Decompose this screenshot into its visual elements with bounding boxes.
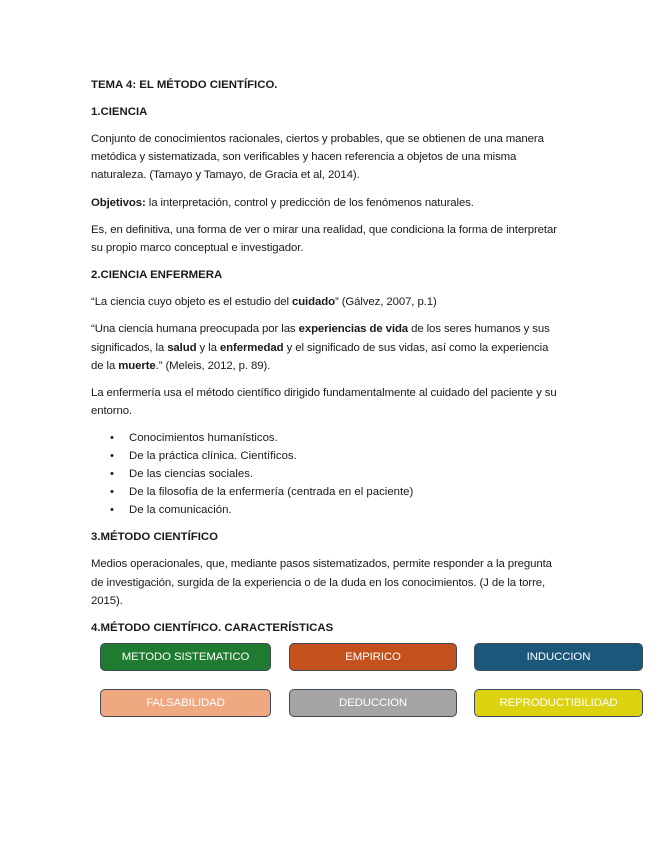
quote-text: y el significado de sus vidas, así como la experiencia de la (91, 341, 549, 372)
ciencia-objectives (91, 194, 561, 212)
list-item (91, 501, 561, 519)
box-metodo-sistematico: METODO SISTEMATICO (100, 643, 271, 671)
document-page (91, 76, 561, 646)
quote-bold: muerte (118, 359, 156, 372)
objectives-text: la interpretación, control y predicción de los fenómenos naturales. (145, 196, 474, 209)
section-heading-ciencia-enfermera: 2.CIENCIA ENFERMERA (91, 269, 223, 282)
section-heading-caracteristicas: 4.MÉTODO CIENTÍFICO. CARACTERÍSTICAS (91, 622, 334, 635)
section-heading-ciencia: 1.CIENCIA (91, 106, 148, 118)
quote-bold: experiencias de vida (298, 323, 409, 336)
quote-text: .” (Meleis, 2012, p. 89). (155, 359, 271, 372)
quote-text: “Una ciencia humana preocupada por las (91, 323, 299, 336)
quote-bold: cuidado (291, 296, 335, 309)
list-item-text: De las ciencias sociales. (129, 468, 254, 481)
quote-text: y la (196, 341, 220, 354)
list-item-text: De la comunicación. (129, 504, 232, 517)
bullet-icon: • (110, 450, 114, 463)
ciencia-definition: Conjunto de conocimientos racionales, ciertos y probables, que se obtienen de una manera metódica y sistematizada, son verificables y hacen referencia a objetos de una misma naturaleza. (Tamayo y Tamayo, de Gracia et al, 2014). (91, 133, 544, 182)
box-falsabilidad: FALSABILIDAD (100, 689, 271, 717)
quote-meleis (91, 320, 561, 375)
box-induccion: INDUCCION (474, 643, 643, 671)
list-item-text: Conocimientos humanísticos. (129, 432, 278, 445)
quote-text: de los seres humanos y sus significados, la (91, 323, 550, 354)
section-heading-metodo: 3.MÉTODO CIENTÍFICO (91, 531, 218, 544)
bullet-icon: • (110, 504, 114, 517)
bullet-icon: • (110, 468, 114, 481)
quote-bold: salud (167, 341, 197, 354)
list-item (91, 465, 561, 483)
list-item-text: De la filosofía de la enfermería (centrada en el paciente) (129, 486, 414, 499)
list-item-text: De la práctica clínica. Científicos. (129, 450, 297, 463)
list-item (91, 447, 561, 465)
objectives-label: Objetivos: (91, 196, 146, 209)
bullet-icon: • (110, 486, 114, 499)
box-reproductibilidad: REPRODUCTIBILIDAD (474, 689, 643, 717)
quote-galvez (91, 293, 561, 311)
enfermeria-intro: La enfermería usa el método científico dirigido fundamentalmente al cuidado del paciente y su entorno. (91, 387, 557, 418)
quote-text: ” (Gálvez, 2007, p.1) (334, 296, 437, 309)
box-deduccion: DEDUCCION (289, 689, 457, 717)
box-empirico: EMPIRICO (289, 643, 457, 671)
bullet-icon: • (110, 432, 114, 445)
quote-bold: enfermedad (219, 341, 284, 354)
quote-text: “La ciencia cuyo objeto es el estudio del (91, 296, 292, 309)
page-title: TEMA 4: EL MÉTODO CIENTÍFICO. (91, 79, 278, 91)
list-item (91, 429, 561, 447)
ciencia-extra: Es, en definitiva, una forma de ver o mirar una realidad, que condiciona la forma de interpretar su propio marco conceptual e investigador. (91, 223, 557, 255)
knowledge-list (91, 429, 561, 519)
metodo-definition: Medios operacionales, que, mediante pasos sistematizados, permite responder a la pregunta de investigación, surgida de la experiencia o de la duda en los conocimientos. (J de la torre, 2015). (91, 558, 552, 607)
list-item (91, 483, 561, 501)
